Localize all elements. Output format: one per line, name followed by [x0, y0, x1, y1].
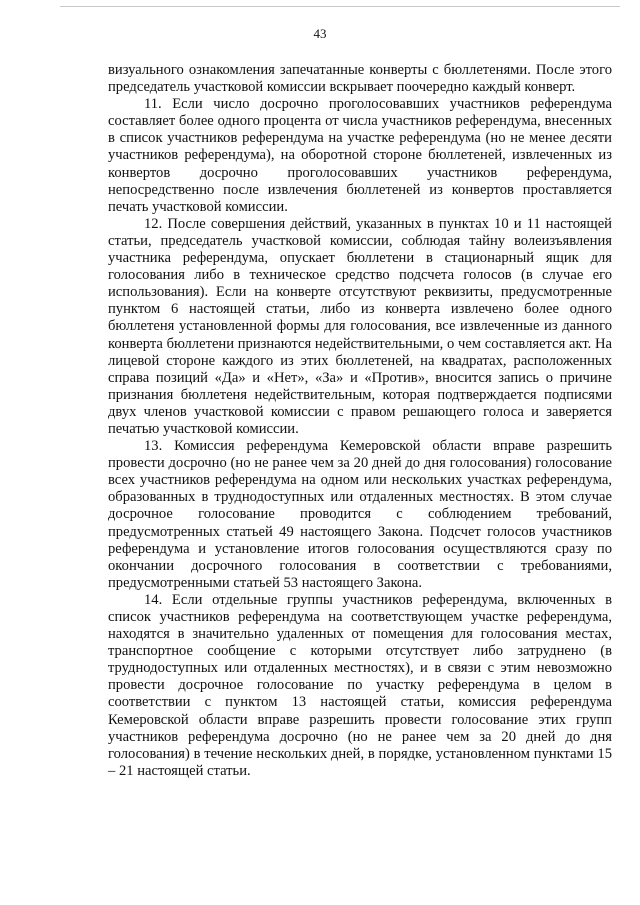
paragraph-item-13: 13. Комиссия референдума Кемеровской области вправе разрешить провести досрочно (но не ранее чем за 20 дней до дня голосования) голосование всех участников референдума на одном или нескольких участках референдума, образованных в труднодоступных или отдаленных местностях. В этом случае досрочное голосование проводится с соблюдением требований, предусмотренных статьей 49 настоящего Закона. Подсчет голосов участников референдума и установление итогов голосования осуществляются сразу по окончании досрочного голосования в соответствии с требованиями, предусмотренными статьей 53 настоящего Закона. — [108, 438, 612, 591]
paragraph-item-14: 14. Если отдельные группы участников референдума, включенных в список участников референдума на соответствующем участке референдума, находятся в значительно удаленных от помещения для голосования местах, транспортное сообщение с которыми отсутствует либо затруднено (в труднодоступных или отдаленных местностях), и в связи с этим невозможно провести досрочное голосование по участку референдума в целом в соответствии с пунктом 13 настоящей статьи, комиссия референдума Кемеровской области вправе разрешить провести голосование этих групп участников референдума досрочно (но не ранее чем за 20 дней до дня голосования) в течение нескольких дней, в порядке, установленном пунктами 15 – 21 настоящей статьи. — [108, 591, 612, 779]
paragraph-item-11: 11. Если число досрочно проголосовавших участников референдума составляет более одного процента от числа участников референдума, внесенных в список участников референдума на участке референдума (но не менее десяти участников референдума), на оборотной стороне бюллетеней, извлеченных из конвертов досрочно проголосовавших участников референдума, непосредственно после извлечения бюллетеней из конвертов проставляется печать участковой комиссии. — [108, 96, 612, 215]
paragraph-continuation: визуального ознакомления запечатанные конверты с бюллетенями. После этого председатель участковой комиссии вскрывает поочередно каждый конверт. — [108, 62, 612, 96]
page-number: 43 — [313, 26, 327, 41]
paragraph-item-12: 12. После совершения действий, указанных в пунктах 10 и 11 настоящей статьи, председатель участковой комиссии, соблюдая тайну волеизъявления участника референдума, опускает бюллетени в стационарный ящик для голосования либо в техническое средство подсчета голосов (в случае его использования). Если на конверте отсутствуют реквизиты, предусмотренные пунктом 6 настоящей статьи, либо из конверта извлечено более одного бюллетеня установленной формы для голосования, все извлеченные из данного конверта бюллетени признаются недействительными, о чем составляется акт. На лицевой стороне каждого из этих бюллетеней, на квадратах, расположенных справа позиций «Да» и «Нет», «За» и «Против», вносится запись о причине признания бюллетеня недействительным, которая подтверждается подписями двух членов участковой комиссии с правом решающего голоса и заверяется печатью участковой комиссии. — [108, 215, 612, 437]
scan-edge-line — [60, 6, 620, 7]
document-body — [108, 62, 612, 780]
